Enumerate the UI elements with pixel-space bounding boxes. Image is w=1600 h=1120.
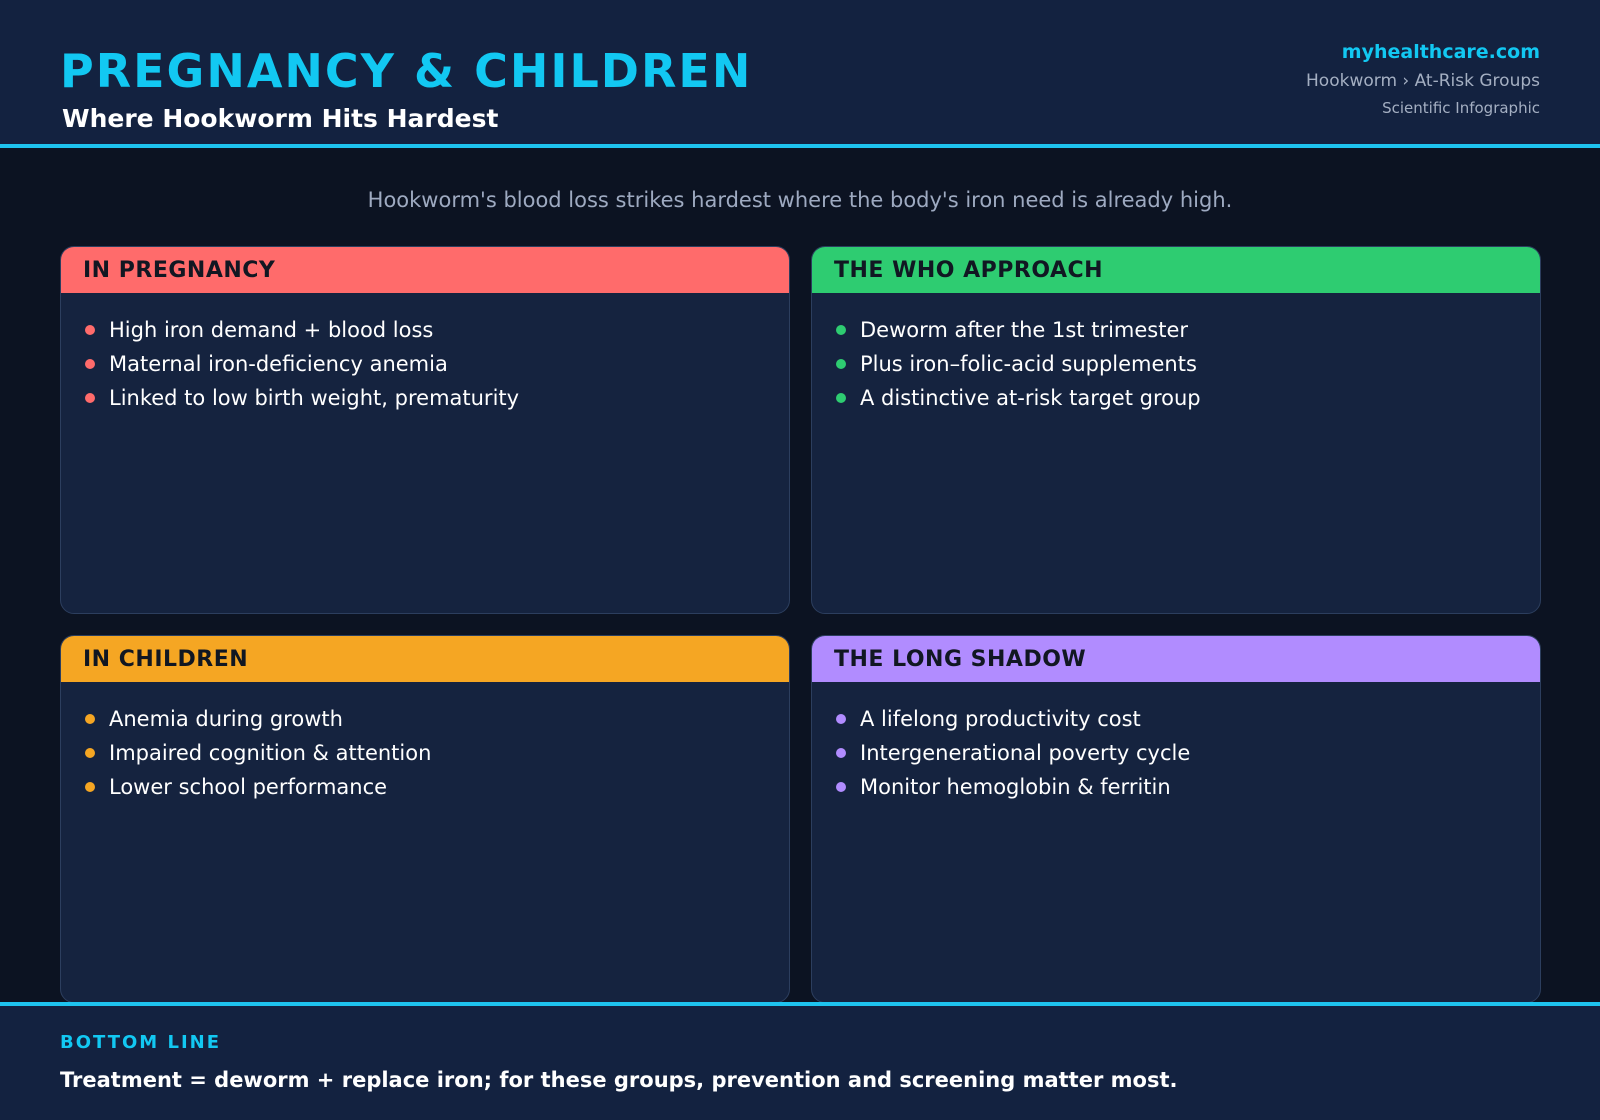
list-item (836, 770, 1540, 804)
bullet-list (812, 293, 1540, 415)
card-header: IN CHILDREN (61, 636, 789, 682)
list-item (85, 770, 789, 804)
bullet-list (61, 293, 789, 415)
bullet-list (61, 682, 789, 804)
bullet-dot-icon (836, 714, 846, 724)
list-item-text: A lifelong productivity cost (860, 707, 1141, 731)
list-item (85, 313, 789, 347)
list-item-text: Deworm after the 1st trimester (860, 318, 1189, 342)
bullet-dot-icon (85, 714, 95, 724)
card-long-shadow (811, 635, 1541, 1003)
card-header: THE WHO APPROACH (812, 247, 1540, 293)
list-item (836, 736, 1540, 770)
list-item-text: Anemia during growth (109, 707, 343, 731)
brand-block (1306, 40, 1540, 118)
list-item (836, 702, 1540, 736)
bullet-list (812, 682, 1540, 804)
list-item-text: Linked to low birth weight, prematurity (109, 386, 520, 410)
page-title: PREGNANCY & CHILDREN (60, 44, 753, 98)
content-type-label: Scientific Infographic (1382, 99, 1540, 117)
bullet-dot-icon (836, 782, 846, 792)
intro-text: Hookworm's blood loss strikes hardest where the body's iron need is already high. (367, 188, 1233, 212)
bottom-line-banner (0, 1002, 1600, 1120)
bottom-line-text: Treatment = deworm + replace iron; for these groups, prevention and screening matter most. (60, 1068, 1178, 1092)
list-item-text: Lower school performance (109, 775, 388, 799)
list-item-text: Impaired cognition & attention (109, 741, 432, 765)
card-children (60, 635, 790, 1003)
bullet-dot-icon (85, 782, 95, 792)
list-item-text: A distinctive at-risk target group (860, 386, 1201, 410)
card-who-approach (811, 246, 1541, 614)
list-item (836, 381, 1540, 415)
bullet-dot-icon (85, 325, 95, 335)
bullet-dot-icon (85, 393, 95, 403)
list-item (836, 347, 1540, 381)
bullet-dot-icon (85, 359, 95, 369)
list-item-text: High iron demand + blood loss (109, 318, 434, 342)
list-item (85, 381, 789, 415)
list-item (85, 736, 789, 770)
list-item-text: Maternal iron-deficiency anemia (109, 352, 448, 376)
bullet-dot-icon (836, 748, 846, 758)
bullet-dot-icon (836, 325, 846, 335)
site-link[interactable]: myhealthcare.com (1341, 41, 1540, 63)
card-header: IN PREGNANCY (61, 247, 789, 293)
bullet-dot-icon (836, 393, 846, 403)
list-item (836, 313, 1540, 347)
list-item-text: Plus iron–folic-acid supplements (860, 352, 1197, 376)
list-item-text: Intergenerational poverty cycle (860, 741, 1191, 765)
bottom-line-label: BOTTOM LINE (60, 1032, 221, 1053)
header (0, 0, 1600, 148)
bullet-dot-icon (85, 748, 95, 758)
list-item-text: Monitor hemoglobin & ferritin (860, 775, 1171, 799)
breadcrumb: Hookworm › At-Risk Groups (1306, 71, 1540, 91)
card-pregnancy (60, 246, 790, 614)
list-item (85, 702, 789, 736)
page-subtitle: Where Hookworm Hits Hardest (62, 104, 499, 133)
card-header: THE LONG SHADOW (812, 636, 1540, 682)
bullet-dot-icon (836, 359, 846, 369)
list-item (85, 347, 789, 381)
